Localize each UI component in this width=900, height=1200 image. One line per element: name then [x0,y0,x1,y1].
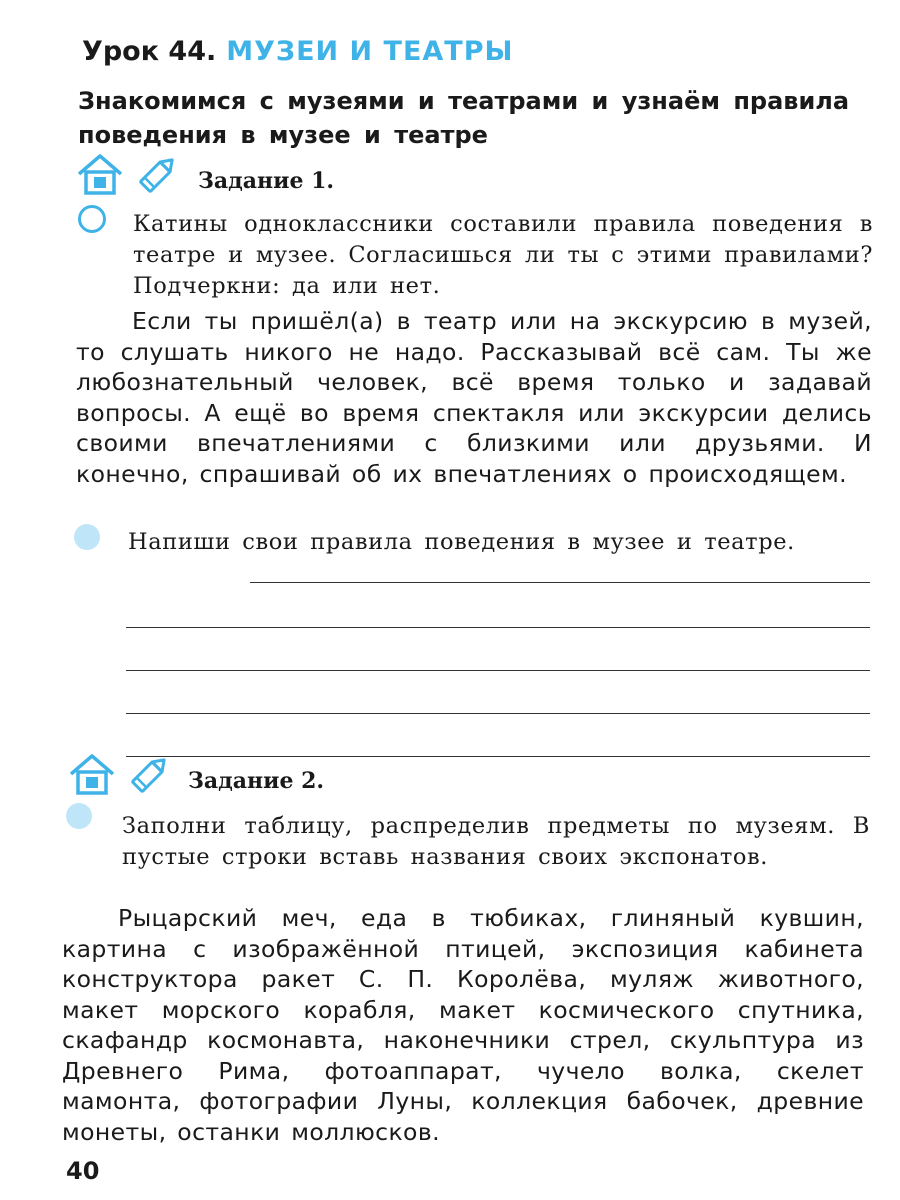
task-level-marker [78,205,106,233]
lesson-heading [82,36,514,67]
answer-line[interactable] [126,713,870,714]
lesson-number: Урок 44. [82,36,217,67]
answer-line[interactable] [126,627,870,628]
task1-icons [76,152,182,196]
task1-write-prompt: Напиши свои правила поведения в музее и театре. [128,529,795,555]
task1-question: Катины одноклассники составили правила поведения в театре и музее. Согласишься ли ты с этими правилами? Подчеркни: да или нет. [133,211,873,299]
task1-title: Задание 1. [198,168,335,194]
task1-rules-text: Если ты пришёл(а) в театр или на экскурсию в музей, то слушать никого не надо. Рассказывай всё сам. Ты же любознательный человек, всё время только и задавай вопросы. А ещё во время спектакля или экскурсии делись своими впечатлениями с близкими или друзьями. И конечно, спрашивай об их впечатлениях о происходящем. [76,307,872,488]
home-icon [68,752,116,796]
task-level-marker [66,803,92,829]
answer-line[interactable] [126,670,870,671]
task2-instruction: Заполни таблицу, распределив предметы по музеям. В пустые строки вставь названия своих экспонатов. [122,813,870,870]
task2-title: Задание 2. [188,768,325,794]
pencil-icon [134,152,182,196]
task2-icons [68,752,174,796]
page-number: 40 [66,1157,100,1185]
pencil-icon [126,752,174,796]
task-level-marker [74,524,100,550]
lesson-subtitle: Знакомимся с музеями и театрами и узнаём правила поведения в музее и театре [78,87,850,149]
lesson-title: МУЗЕИ И ТЕАТРЫ [226,36,514,67]
home-icon [76,152,124,196]
answer-line[interactable] [250,582,870,583]
answer-line[interactable] [126,756,870,757]
task2-items-text: Рыцарский меч, еда в тюбиках, глиняный кувшин, картина с изображённой птицей, экспозиция кабинета конструктора ракет С. П. Королёва, муляж животного, макет морского корабля, макет космического спутника, скафандр космонавта, наконечники стрел, скульптура из Древнего Рима, фотоаппарат, чучело волка, скелет мамонта, фотографии Луны, коллекция бабочек, древние монеты, останки моллюсков. [62,904,864,1146]
